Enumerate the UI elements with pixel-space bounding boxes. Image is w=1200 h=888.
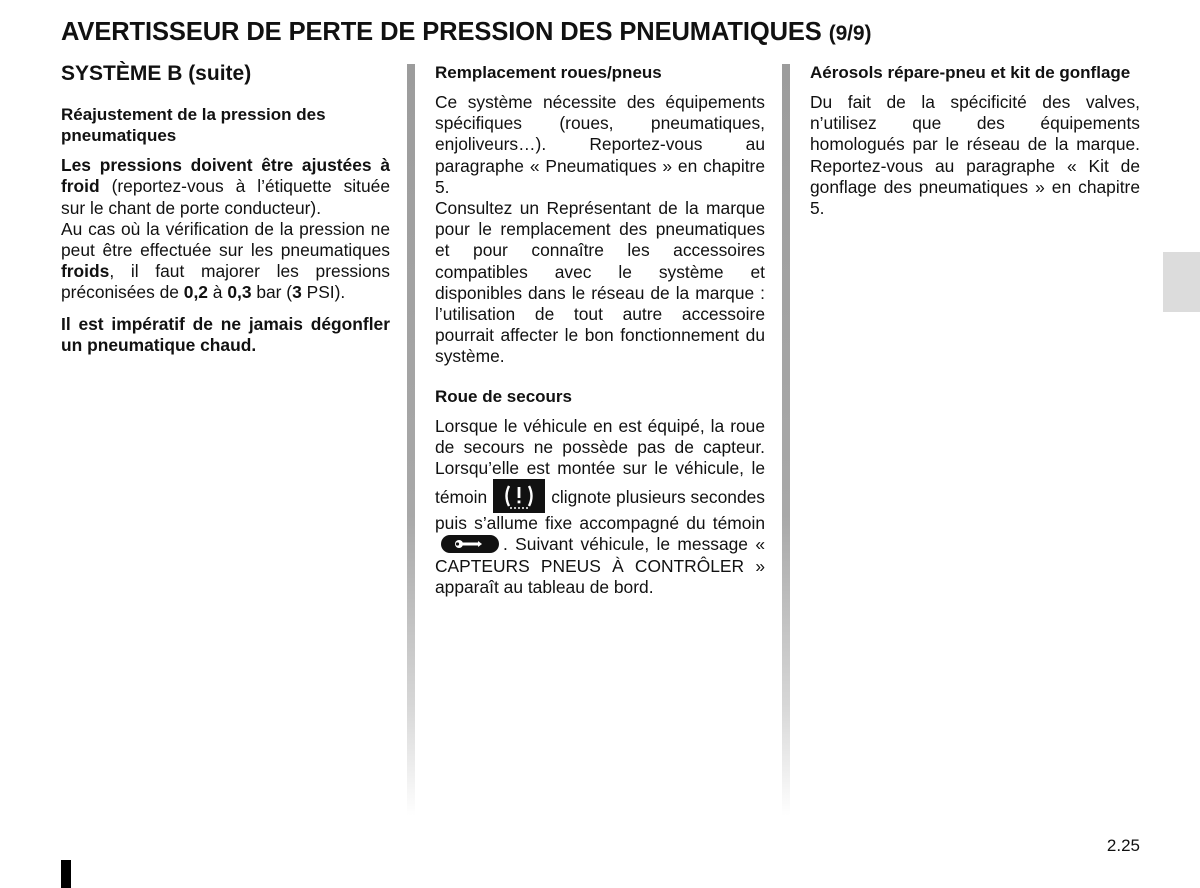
text-segment: Lorsque le véhicule en est équipé, la roue de secours ne possède pas de capteur. Lorsqu’elle est montée sur le véhicule, le témoin bbox=[435, 415, 765, 508]
column-divider bbox=[407, 64, 415, 816]
paragraph-warning bbox=[61, 314, 390, 356]
column-middle bbox=[435, 62, 765, 598]
page-number: 2.25 bbox=[1106, 836, 1140, 855]
text-segment: Au cas où la vérification de la pression ne peut être effectuée sur les pneumatiques bbox=[61, 218, 390, 261]
paragraph-valves: Du fait de la spécificité des valves, n’utilisez que des équipements homologués par le réseau de la marque. Reportez-vous au paragraphe « Kit de gonflage des pneumatiques » en chapitre 5. bbox=[810, 92, 1140, 219]
column-right bbox=[810, 62, 1140, 219]
title-text: AVERTISSEUR DE PERTE DE PRESSION DES PNEUMATIQUES bbox=[61, 18, 822, 46]
text-label-reference: (reportez-vous à l’étiquette située sur le chant de porte conducteur). bbox=[61, 176, 390, 218]
bold-warning: Il est impératif de ne jamais dégonfler un pneumatique chaud. bbox=[61, 313, 390, 355]
text-segment: , il faut majorer les pressions préconisées de bbox=[61, 261, 390, 303]
text-segment: PSI). bbox=[301, 282, 346, 303]
text-segment: bar ( bbox=[251, 282, 293, 303]
column-divider bbox=[782, 64, 790, 816]
chapter-tab bbox=[1163, 252, 1200, 312]
paragraph-spare-wheel bbox=[435, 416, 765, 598]
section-title: SYSTÈME B (suite) bbox=[61, 62, 252, 85]
subtitle-aerosol: Aérosols répare-pneu et kit de gonflage bbox=[810, 63, 1131, 82]
bold-cold: à froid bbox=[61, 155, 390, 197]
text-segment: clignote plusieurs secondes puis s’allume fixe accompagné du témoin bbox=[435, 487, 765, 534]
paragraph-cold-pressure bbox=[61, 155, 390, 219]
bold-cold-tyres: froids bbox=[61, 261, 110, 282]
crop-mark bbox=[61, 860, 71, 888]
page-title bbox=[61, 18, 871, 47]
subtitle-readjustment: Réajustement de la pression des pneumatiques bbox=[61, 105, 326, 146]
text-segment: . Suivant véhicule, le message « CAPTEURS PNEUS À CONTRÔLER » apparaît au tableau de bord. bbox=[435, 534, 765, 597]
value-psi: 3 bbox=[292, 282, 302, 303]
subtitle-replacement: Remplacement roues/pneus bbox=[435, 63, 662, 82]
title-part: (9/9) bbox=[828, 22, 872, 45]
text-segment: à bbox=[207, 282, 228, 303]
service-wrench-icon bbox=[441, 535, 499, 553]
bold-adjust: Les pressions doivent être ajustées bbox=[61, 155, 372, 176]
paragraph-hot-correction bbox=[61, 219, 390, 304]
tyre-pressure-warning-icon bbox=[493, 479, 545, 513]
paragraph-equipment: Ce système nécessite des équipements spécifiques (roues, pneumatiques, enjoliveurs…). Reportez-vous au paragraphe « Pneumatiques » en chapitre 5. bbox=[435, 92, 765, 197]
value-max: 0,3 bbox=[227, 282, 252, 303]
subtitle-spare-wheel: Roue de secours bbox=[435, 386, 572, 406]
value-min: 0,2 bbox=[183, 282, 208, 303]
paragraph-dealer: Consultez un Représentant de la marque pour le remplacement des pneumatiques et pour connaître les accessoires compatibles avec le système et disponibles dans le réseau de la marque : l’utilisation de tout autre accessoire pourrait affecter le bon fonctionnement du système. bbox=[435, 198, 765, 367]
column-left bbox=[61, 62, 390, 356]
